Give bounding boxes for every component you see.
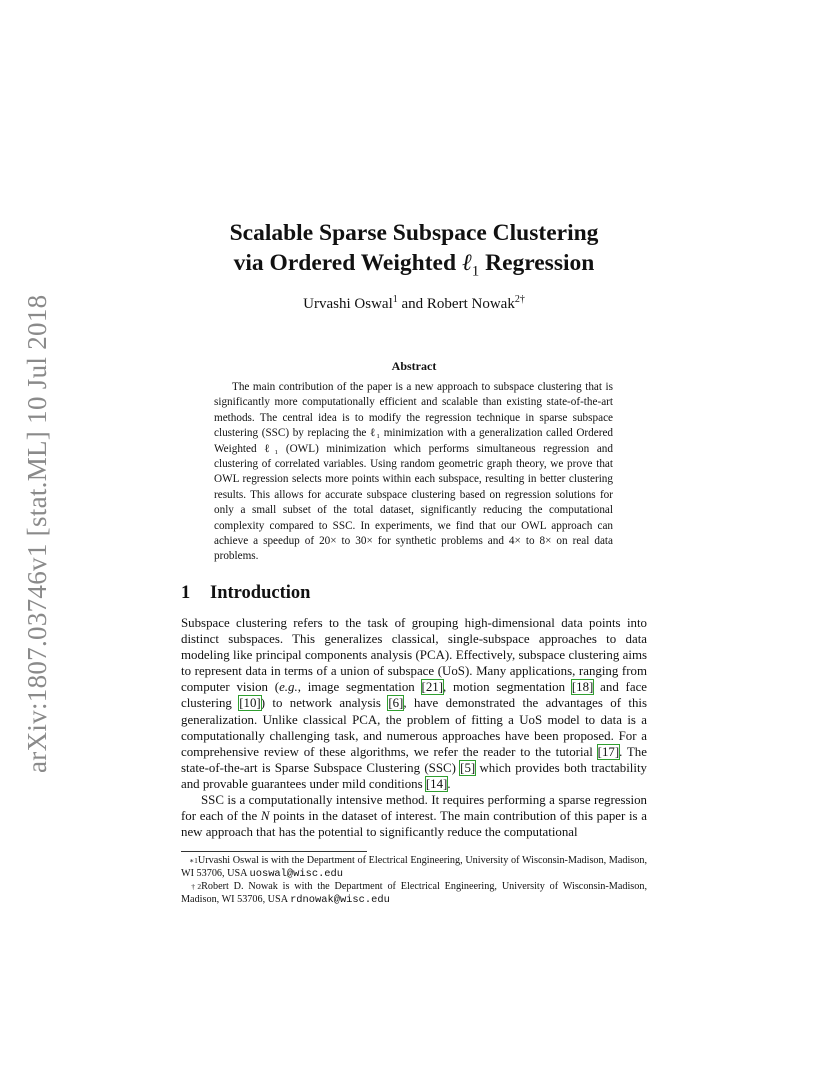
section-heading-introduction <box>181 583 310 604</box>
footnote-1-mark: ∗1 <box>189 856 198 865</box>
abstract-body <box>214 380 613 565</box>
citation-link-21[interactable]: [21] <box>421 680 444 695</box>
intro-text: Subspace clustering refers to the task of grouping high-dimensional data points into distinct subspaces. This generalizes classical, single-subspace approaches to data modeling like principal components analysis (PCA). Effectively, subspace clustering aims to represent data in terms of a union of subspace (UoS). Many applications, ranging from computer vision ( <box>181 616 647 695</box>
arxiv-identifier: arXiv:1807.03746v1 [stat.ML] 10 Jul 2018 <box>22 294 52 773</box>
author-2: Robert Nowak <box>426 296 515 312</box>
title-line-2-suffix: Regression <box>479 250 595 276</box>
section-title: Introduction <box>210 583 311 603</box>
footnote-2-mark: †2 <box>189 882 202 891</box>
footnote-divider <box>181 851 367 852</box>
intro-text: ) to network analysis <box>260 696 389 711</box>
intro-text: , have demonstrated the advantages of this generalization. Unlike classical PCA, the problem of fitting a UoS model to data is a computationally challenging task, and numerous approaches have been proposed. For a comprehensive review of these algorithms, we refer the reader to the tutorial <box>181 696 647 759</box>
intro-math-N: N <box>260 809 270 824</box>
intro-text: . <box>447 776 451 791</box>
title-line-2-prefix: via Ordered Weighted <box>233 250 462 276</box>
paper-title <box>120 218 708 287</box>
author-2-mark: 2† <box>514 294 525 305</box>
title-line-1: Scalable Sparse Subspace Clustering <box>229 220 599 246</box>
intro-paragraph-2 <box>181 792 647 840</box>
intro-text: points in the dataset of interest. The main contribution of this paper is a new approach that has the potential to significantly reduce the computational <box>181 809 647 840</box>
author-1: Urvashi Oswal <box>303 296 393 312</box>
intro-text: , motion segmentation <box>443 680 572 695</box>
author-list <box>120 294 708 313</box>
citation-link-5[interactable]: [5] <box>460 760 476 775</box>
footnote-1-email[interactable]: uoswal@wisc.edu <box>249 868 344 880</box>
footnote-1 <box>181 854 647 881</box>
intro-paragraph-1 <box>181 615 647 792</box>
footnote-1-text: Urvashi Oswal is with the Department of Electrical Engineering, University of Wisconsin-Madison, Madison, WI 53706, USA <box>181 855 647 879</box>
intro-text: . The state-of-the-art is Sparse Subspace Clustering (SSC) <box>181 744 647 775</box>
citation-link-18[interactable]: [18] <box>571 680 594 695</box>
citation-link-14[interactable]: [14] <box>425 776 448 791</box>
title-ell-subscript: 1 <box>471 263 480 280</box>
intro-text: SSC is a computationally intensive method. It requires performing a sparse regression for each of the <box>181 793 647 824</box>
intro-text-eg: e.g. <box>279 680 298 695</box>
title-ell-symbol: ℓ <box>461 250 472 276</box>
title-line-2 <box>120 248 708 287</box>
intro-text: which provides both tractability and provable guarantees under mild conditions <box>181 760 647 791</box>
intro-text: and face clustering <box>181 680 648 711</box>
author-conjunction: and <box>397 296 427 312</box>
citation-link-6[interactable]: [6] <box>388 696 404 711</box>
citation-link-10[interactable]: [10] <box>239 696 261 711</box>
introduction-body <box>181 615 647 840</box>
abstract-heading: Abstract <box>391 359 437 373</box>
citation-link-17[interactable]: [17] <box>597 744 620 759</box>
section-number: 1 <box>181 583 191 603</box>
footnote-2 <box>181 880 647 907</box>
footnote-2-text: Robert D. Nowak is with the Department of Electrical Engineering, University of Wisconsin-Madison, Madison, WI 53706, USA <box>181 881 647 905</box>
intro-text: , image segmentation <box>297 680 422 695</box>
author-1-mark: 1 <box>392 294 398 305</box>
abstract-text: The main contribution of the paper is a new approach to subspace clustering that is significantly more computationally efficient and scalable than existing state-of-the-art methods. The central idea is to modify the regression technique in sparse subspace clustering (SSC) by replacing the ℓ₁ minimization with a generalization called Ordered Weighted ℓ₁ (OWL) minimization which performs simultaneous regression and clustering of correlated variables. Using random geometric graph theory, we prove that OWL regression selects more points within each subspace, resulting in better clustering results. This allows for accurate subspace clustering based on regression solutions for only a small subset of the total dataset, significantly reducing the computational complexity compared to SSC. In experiments, we find that our OWL approach can achieve a speedup of 20× to 30× for synthetic problems and 4× to 8× on real data problems. <box>214 381 613 563</box>
footnote-2-email[interactable]: rdnowak@wisc.edu <box>290 894 390 906</box>
